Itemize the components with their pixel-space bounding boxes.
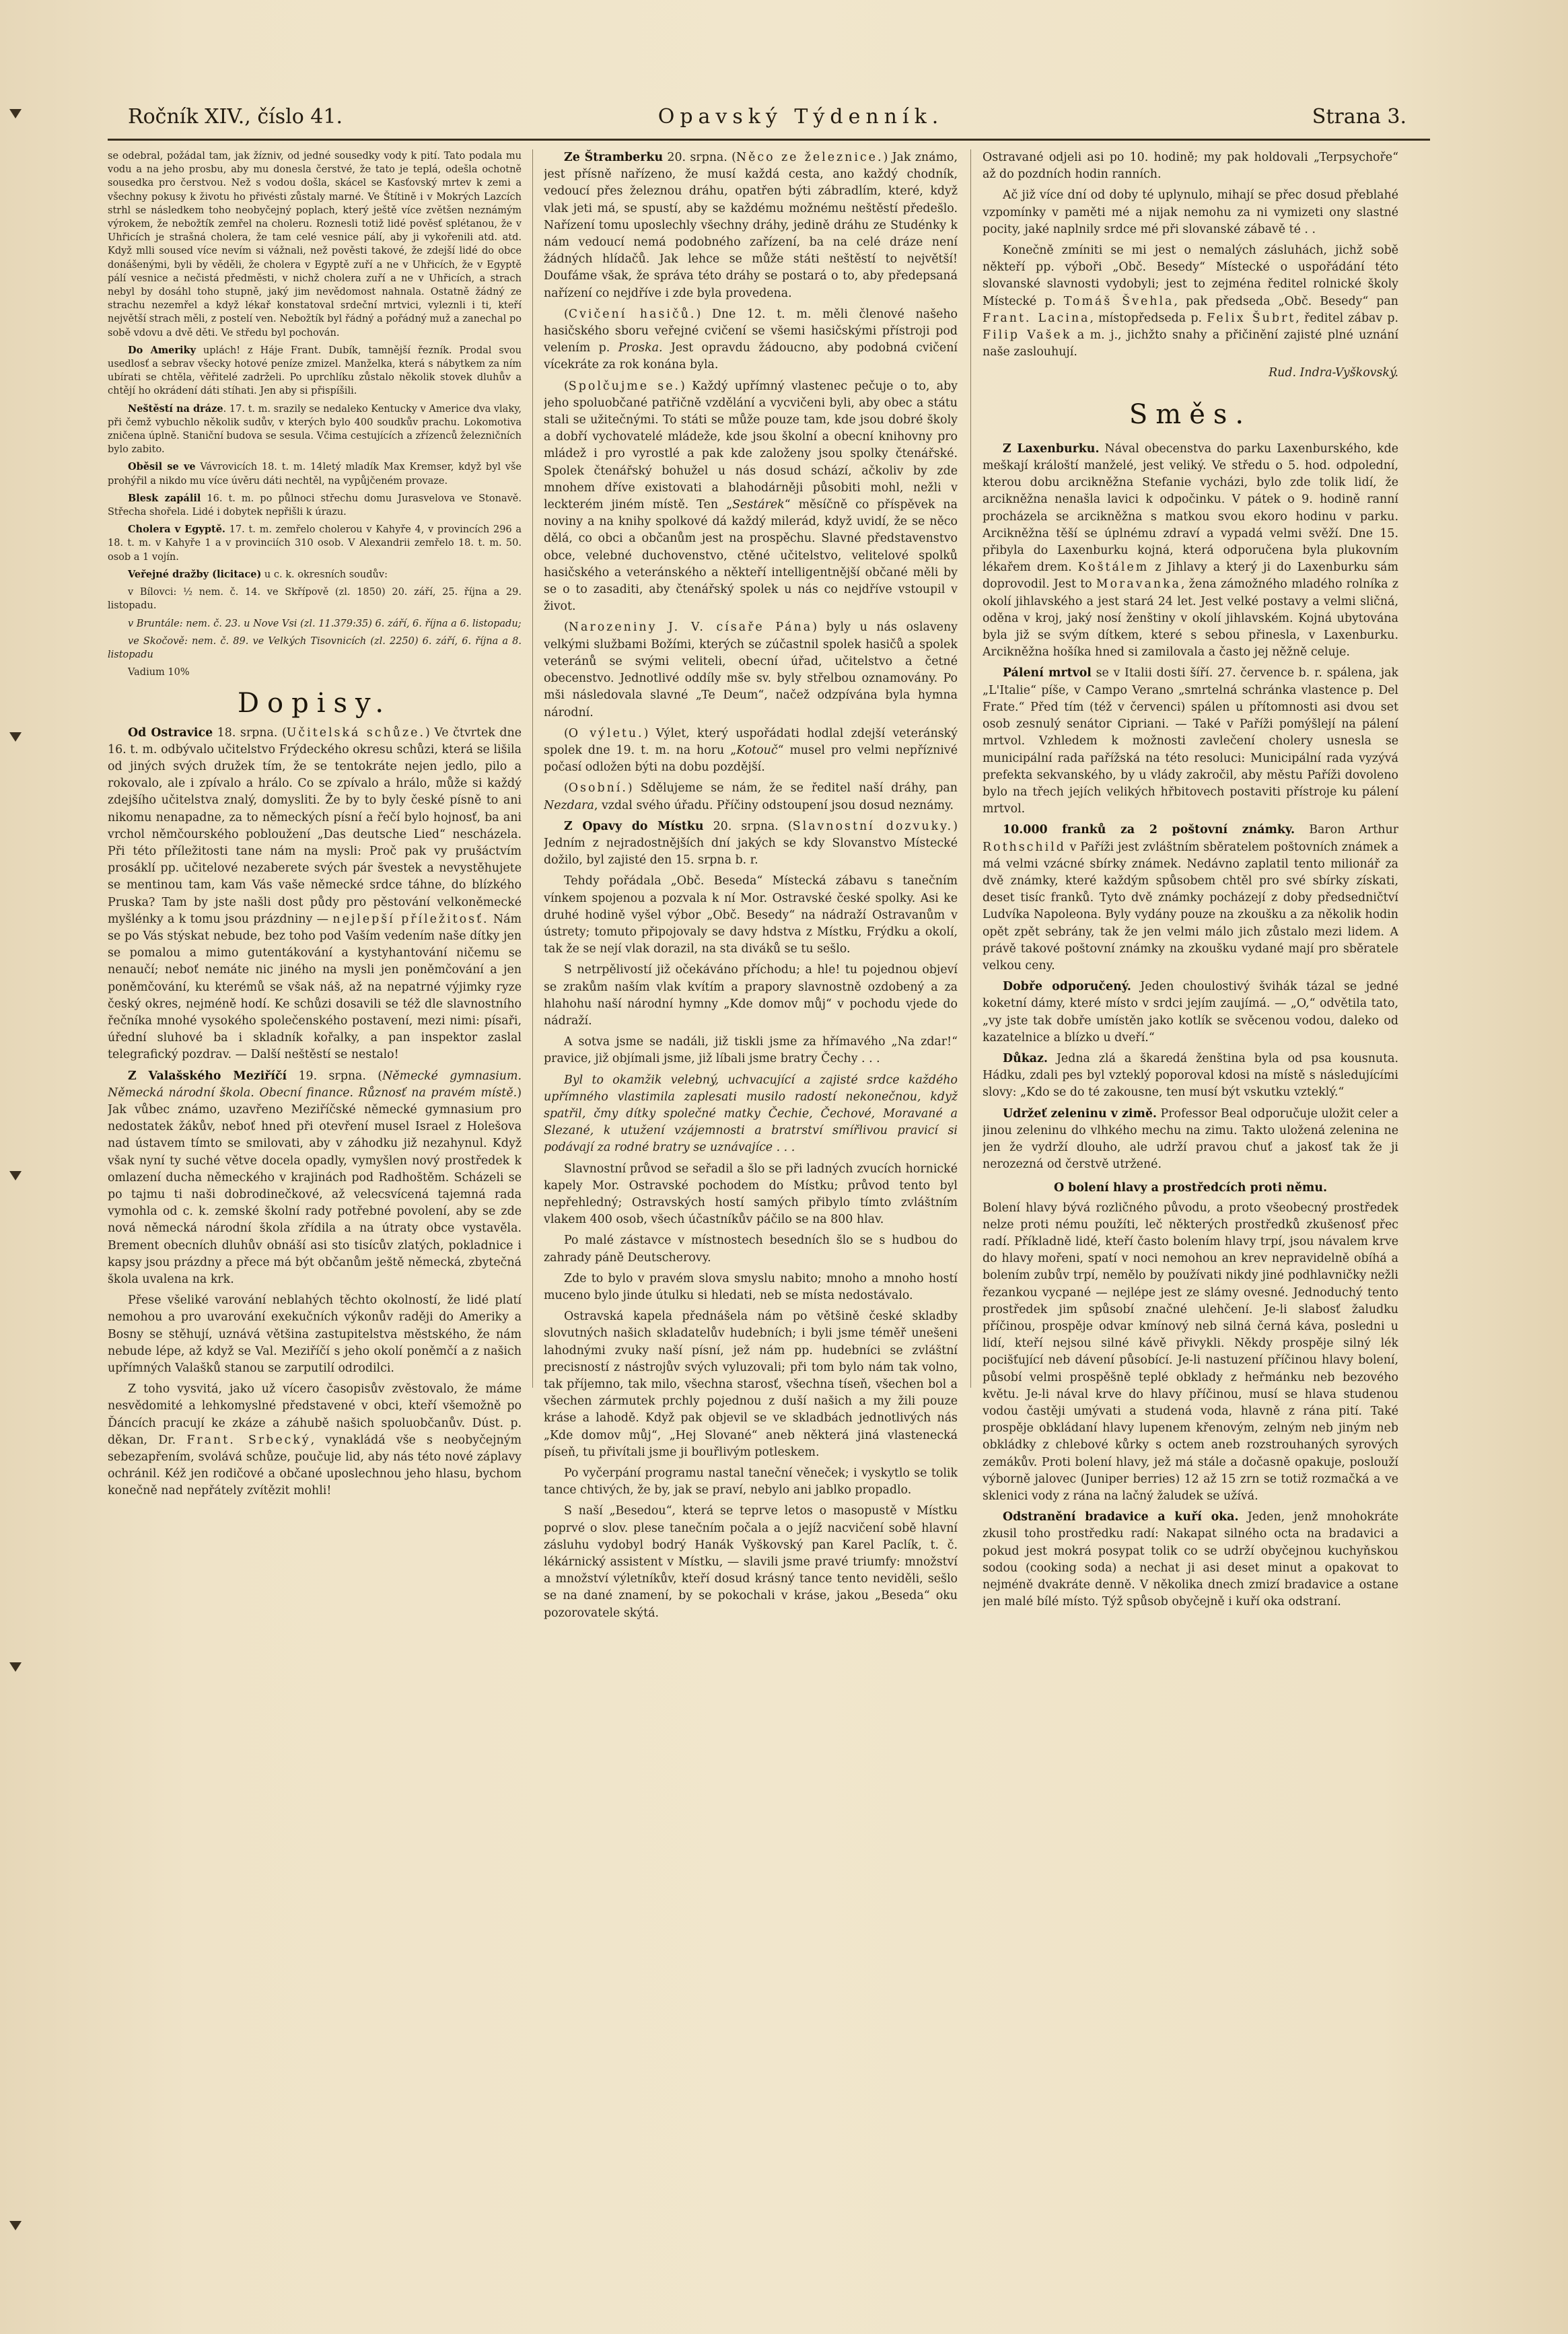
article-paragraph: [983, 665, 1398, 818]
article-title: Odstranění bradavice a kuří oka.: [1003, 1510, 1239, 1524]
text-run: Tehdy pořádala „Obč. Beseda“ Místecká zábavu s tanečním vínkem spojenou a pozvala k ní Mor. Ostravské české spolky. Asi ke druhé hodině vyšel výbor „Obč. Besedy“ na nádraží Ostravanům v ústrety; tomuto připojovaly se davy hdstva z Místku, Frýdku a okolí, tak že se nejí vlak dorazil, na sta diváků se tu sešlo.: [544, 874, 958, 956]
header-rule: [108, 139, 1430, 141]
text-run: Spolčujme se.: [568, 379, 681, 393]
text-run: Byl to okamžik velebný, uchvacující a zajisté srdce každého upřímného vlastimila zaplesati musilo radostí nekonečnou, když spatřil, čmy dítky společné matky Čechie, Čechové, Moravané a Slezané, k utužení vzájemnosti a bratrství smířlivou pravicí si podávají za rodné bratry se uznávajíce . . .: [544, 1073, 958, 1155]
text-run: Tomáš Švehla: [1063, 294, 1174, 308]
text-run: Nám se po Vás stýskat nebude, bez toho pod Vaším vedením naše dítky jen se pomalou a mimo gutentákování a kystyhantování ničemu se nenaučí; neboť nemáte nic jiného na mysli jen poněmčování a jen poněmčování, ku kterémů se však náš, až na nepatrné výjimky ryze český okres, nejméně hodí. Ke schůzi dosavili se též dle slavnostního řečníka mnohé vysokého společenského postavení, mezi nimi: písaři, úřední sluhové ba i skladník kořalky, a pan inspektor zaslal telegrafický pozdrav. — Další neštěstí se nestalo!: [108, 912, 522, 1062]
text-run: Jedna zlá a škaredá ženština byla od psa kousnuta. Hádku, zdali pes byl vzteklý poporoval kdosi na místě s následujícími slovy: „Kdo se do té zakousne, ten musí být vskutku vzteklý.“: [983, 1051, 1398, 1100]
text-run: 17. t. m. zemřelo cholerou v Kahyře 4, v provincích 296 a 18. t. m. v Kahyře 1 a v provinciích 310 osob. V Alexandrii zemřelo 18. t. m. 50. osob a 1 vojín.: [108, 524, 522, 563]
text-run: Kotouč: [736, 743, 778, 757]
article-title: Udržeť zeleninu v zimě.: [1003, 1106, 1157, 1121]
article-paragraph: [544, 780, 958, 814]
text-run: Narozeniny J. V. císaře Pána: [568, 621, 813, 635]
article-paragraph: [108, 402, 522, 457]
text-run: ) Jak známo, jest přísně nařízeno, že musí každá cesta, ano každý chodník, vedoucí přes železnou dráhu, opatřen býti zábradlím, které, když vlak jeti má, se spustí, aby se každému možnému neštěstí předešlo. Nařízení tomu uposlechly všechny dráhy, jedině dráhu ze Studénky k nám vedoucí nemá podobného zařízení, ba na celé dráze není žádných hlídačů. Jak lehce se může státi neštěstí to největší! Doufáme však, že správa této dráhy se postará o to, aby předepsaná nařízení co nejdříve i zde byla provedena.: [544, 151, 958, 300]
binding-mark-icon: [9, 1171, 22, 1180]
text-run: Baron Arthur: [1295, 823, 1398, 837]
article-title: Ze Štramberku: [564, 151, 664, 164]
column-2: [544, 149, 958, 2330]
text-run: Vadium 10%: [128, 667, 190, 678]
article-paragraph: [983, 1051, 1398, 1102]
article-paragraph: [108, 1381, 522, 1499]
section-heading: [108, 688, 522, 719]
article-paragraph: [983, 822, 1398, 975]
article-paragraph: [108, 568, 522, 581]
article-paragraph: [108, 1068, 522, 1289]
text-run: Cvičení hasičů.: [568, 307, 697, 321]
text-run: Ostravská kapela přednášela nám po většině české skladby slovutných našich skladatelův hudebních; i byli jsme téměř unešeni lahodnými zvuky naší písní, jež nám pp. hudebníci se zvláštní precisností z nástrojův svých vyluzovali; při tom bylo nám tak volno, tak příjemno, tak milo, všechna starosť, všechna tíseň, všechen bol a všechen zármutek prchly pojednou z duší našich a my žili pouze kráse a lahodě. Když pak objevil se ve skladbách jednotlivých nás „Kde domov můj“, „Hej Slované“ aneb některá jiná vlastenecká píseň, tu přivítali jsme ji bouřlivým potleskem.: [544, 1310, 958, 1459]
text-run: A sotva jsme se nadáli, již tiskli jsme za hřímavého „Na zdar!“ pravice, již objímali jsme, již líbali jsme bratry Čechy . . .: [544, 1035, 958, 1066]
article-paragraph: [544, 306, 958, 374]
text-run: ve Skočově: nem. č. 89. ve Velkých Tisovnicích (zl. 2250) 6. září, 6. října a 8. listopadu: [108, 635, 522, 660]
article-title: O bolení hlavy a prostředcích proti němu.: [1053, 1181, 1328, 1195]
article-paragraph: [544, 1072, 958, 1157]
text-run: Po malé zástavce v místnostech besedních šlo se s hudbou do zahrady páně Deutscherovy.: [544, 1234, 958, 1265]
section-heading: [983, 398, 1398, 430]
text-run: Rud. Indra-Vyškovský.: [1269, 366, 1398, 380]
text-run: ) Ve čtvrtek dne 16. t. m. odbývalo učitelstvo Frýdeckého okresu schůzi, která se lišila od jiných svých družek tím, že se tentokráte nejen jedlo, pilo a rokovalo, ale i zpívalo a hrálo. Co se zpívalo a hrálo, může si každý zdejšího učitelstva znalý, domysliti. Že by to byly české písně to ani nikomu nenapadne, za to německých písní a řečí bylo hojnosť, ba ani vrchol němčourského pobloužení „Das deutsche Lied“ nescházela. Při této příležitosti tane nám na mysli: Proč pak vy prušáctvím prosáklí pp. učitelové nezaberete svých pár švestek a nevystěhujete se mentinou tam, kam Vás vaše německé srdce táhne, do blízkého Pruska? Tam by jste našli dost půdy pro pěstování velkoněmecké myšlénky a k tomu jsou prázdniny —: [108, 726, 522, 926]
article-paragraph: [983, 1106, 1398, 1174]
text-run: Přese všeliké varování neblahých těchto okolností, že lidé platí nemohou a pro uvarování exekučních výkonův raději do Ameriky a Bosny se stěhují, uznává většina zastupitelstva městského, že nám nebude lépe, až když se Val. Meziříčí s jeho okolí poněmčí a z našich upřímných Valašků stanou se zarputilí odrodilci.: [108, 1294, 522, 1376]
text-run: O výletu.: [568, 726, 644, 740]
text-run: (: [564, 379, 569, 393]
text-run: ) Sdělujeme se nám, že se ředitel naší dráhy, pan: [627, 781, 958, 795]
article-paragraph: [544, 619, 958, 721]
text-run: Konečně zmíniti se mi jest o nemalých zásluhách, jichž sobě někteří pp. výboři „Obč. Besedy“ Místecké o uspořádání této slovanské slavnosti vydobyli; jest to zejména ředitel rolnické školy Místecké p.: [983, 244, 1398, 308]
article-paragraph: [544, 962, 958, 1030]
text-run: a m. j., jichžto snahy a přičinění zajisté plné uznání naše zaslouhují.: [983, 328, 1398, 359]
text-run: (: [564, 621, 569, 635]
article-paragraph: [544, 378, 958, 616]
page-header: [128, 100, 1406, 140]
article-paragraph: [544, 1271, 958, 1304]
text-run: Proska.: [618, 341, 663, 355]
text-run: Učitelská schůze.: [286, 726, 425, 740]
article-title: 10.000 franků za 2 poštovní známky.: [1003, 823, 1295, 837]
text-run: Bolení hlavy bývá rozličného původu, a proto všeobecný prostředek nelze proti nému použíti, leč některých prostředků zkušenosť přec radí. Příkladně lidé, kteří často bolením hlavy trpí, jsou návalem krve do hlavy mořeni, spatí v noci nemohou an krev nepravidelně obíhá a bolením zubův trpí, nemělo by používati nikdy jiné podhlavničky nežli řezankou vycpané — nejlépe jest ze slámy ovesné. Jednoduchý tento prostředek jim spůsobí značné ulehčení. Je-li slabosť žaludku příčinou, prospěje odvar kmínový neb silná černá káva, posledni u lidí, kteří nejsou silné kávě přivykli. Někdy prospěje silný lék pocišťující neb dávení působící. Je-li nastuzení příčinou hlavy bolení, působí velmi prospěšně teplé obklady z heřmánku neb bezového květu. Je-li nával krve do hlavy příčinou, musí se hlava studenou vodou častěji umývati a studená voda, hlavně z rána pití. Také prospěje obkládaní hlavy lupenem křenovým, zelným neb jiným neb obkládky z chlebové kůrky s octem aneb rozstrouhaných syrových zemákův. Proti bolení hlavy, jež má stále a dočasně opakuje, poslouží výborně jalovec (Juniper berries) 12 až 15 zrn se totiž rozmačká a ve sklenici vody z rána na lačný žaludek se užívá.: [983, 1201, 1398, 1504]
text-run: Ač již více dní od doby té uplynulo, mihají se přec dosud přeblahé vzpomínky v paměti mé a nijak nemohu za ni vymizeti ony slastné pocity, jaké naplnily srdce mé při slovanské zábavě té . .: [983, 188, 1398, 236]
binding-mark-icon: [9, 2221, 22, 2230]
article-title: Pálení mrtvol: [1003, 666, 1092, 680]
article-paragraph: [544, 726, 958, 777]
text-run: Směs.: [1129, 398, 1252, 430]
author-signature: [983, 365, 1398, 382]
column-divider: [532, 149, 533, 1388]
text-run: Něco ze železnice.: [736, 151, 884, 164]
text-run: 20. srpna. (: [703, 819, 793, 833]
article-title: Blesk zapálil: [128, 492, 201, 504]
text-run: “ musel pro velmi nepříznivé počasí odložen býti na dobu pozdější.: [544, 743, 958, 775]
article-paragraph: [544, 1308, 958, 1461]
text-run: v Bílovci: ½ nem. č. 14. ve Skřípově (zl. 1850) 20. září, 25. října a 29. listopadu.: [108, 587, 522, 612]
text-run: v Paříži jest zvláštním sběratelem poštovních známek a má velmi vzácné sbírky známek. Nedávno zaplatil tento milionář za dvě známky, které každým spůsobem chtěl pro své sbírky získati, deset tisíc franků. Tyto dvě známky pocházejí z doby předsedničtví Ludvíka Napoleona. Byly vydány pouze na zkoušku a za několik hodin opět zpět sebrány, tak že jen velmi málo jich zůstalo mezi lidem. A právě takové poštovní známky na zkoušku vydané mají pro sběratele velkou ceny.: [983, 840, 1398, 972]
text-run: Jeden choulostivý švihák tázal se jedné koketní dámy, které místo v srdci jejím zaujímá. — „O,“ odvětila tato, „vy jste tak dobře umístěn jako kotlík se svěcenou vodou, daleko od kazatelnice a blízko u dveří.“: [983, 980, 1398, 1045]
binding-mark-icon: [9, 732, 22, 742]
article-paragraph: [544, 1034, 958, 1067]
text-run: ) Jedním z nejradostnějších dní jakých se kdy Slovanstvo Místecké dožilo, byl zajisté den 15. srpna b. r.: [544, 819, 958, 868]
issue-label: Ročník XIV., číslo 41.: [128, 105, 343, 129]
text-run: S netrpělivostí již očekáváno příchodu; a hle! tu pojednou objeví se zrakům naším vlak kvítím a prapory slavnostně ozdobený a za hlahohu naší národní hymny „Kde domov můj“ v pochodu vjede do nádraží.: [544, 963, 958, 1028]
text-run: (: [564, 726, 569, 740]
column-divider: [970, 149, 971, 1388]
article-paragraph: [544, 873, 958, 958]
article-paragraph: [108, 149, 522, 340]
text-run: Slavnostní průvod se seřadil a šlo se při ladných zvucích hornické kapely Mor. Ostravské pochodem do Místku; průvod tento byl nepřehledný; Ostravských hostí samých přibylo tímto zvláštním vlakem 400 osob, všech účastníkův páčilo se na 800 hlav.: [544, 1162, 958, 1227]
text-run: (: [564, 781, 569, 795]
text-run: Zde to bylo v pravém slova smyslu nabito; mnoho a mnoho hostí muceno bylo jinde útulku si hledati, neb se místa nedostávalo.: [544, 1271, 958, 1302]
article-paragraph: [108, 523, 522, 564]
text-run: Jest opravdu žádoucno, aby podobná cvičení vícekráte za rok konána byla.: [544, 341, 958, 372]
article-paragraph: [108, 617, 522, 631]
text-run: z Jihlavy a který ji do Laxenburku sám doprovodil. Jest to: [983, 561, 1398, 592]
text-run: 18. srpna. (: [213, 726, 287, 740]
text-run: , místopředseda p.: [1090, 311, 1207, 325]
article-paragraph: [983, 187, 1398, 238]
column-1: [108, 149, 522, 2330]
text-run: Z toho vysvitá, jako už vícero časopisův zvěstovalo, že máme nesvědomité a lehkomyslné představené v obci, kteří všemožně po Ďáncích pracují ke zkáze a záhubě našich spoluobčanův. Dúst. p. děkan, Dr.: [108, 1382, 522, 1447]
article-title: Z Laxenburku.: [1003, 441, 1100, 456]
text-run: Ostravané odjeli asi po 10. hodině; my pak holdovali „Terpsychoře“ až do pozdních hodin ranních.: [983, 151, 1398, 182]
article-title: Z Valašského Meziříčí: [128, 1069, 287, 1083]
text-run: Jeden, jenž mnohokráte zkusil toho prostředku radí: Nakapat silného octa na bradavici a pokud jest mokrá posypat tolik co se udrží obyčejnou kuchyňskou sodou (cooking soda) a nechat ji asi deset minut a opakovat to nejméně dvakráte denně. V několika dnech zmizí bradavice a ostane jen malé bílé místo. Týž spůsob obyčejně i kuří oka odstraní.: [983, 1510, 1398, 1609]
text-run: Frant. Lacina: [983, 311, 1090, 325]
text-run: 19. srpna. (: [287, 1069, 383, 1083]
text-run: Nezdara: [544, 798, 594, 812]
text-run: (: [564, 307, 569, 321]
article-title: Z Opavy do Místku: [564, 819, 704, 833]
text-run: ) Jak vůbec známo, uzavřeno Meziříčské německé gymnasium pro nedostatek žákův, neboť hned při otevření musel Israel z Holešova nad ústavem tímto se smilovati, aby v záhodku již nezahynul. Když však nyní ty suché větve docela opadly, vymyšlen nový prostředek k omlazení ducha německého v krajinách pod Radhoštěm. Scházeli se po tajmu ti naši dobrodinečkové, až velecsvícená tajemná rada vymohla od c. k. zemské školní rady potřebné povolení, aby se zde nová německá národní škola zřídila a na útraty obce vystavěla. Brement obecních dluhův obnáší asi sto tisícův zlatých, pokladnice i kapsy jsou prázdny a přece má být občanům ještě německá, zbytečná škola uvalena na krk.: [108, 1086, 522, 1287]
text-run: ) Dne 12. t. m. měli členové našeho hasičského sboru veřejné cvičení se všemi hasičskými přístroji pod velením p.: [544, 307, 958, 355]
article-paragraph: [983, 242, 1398, 361]
text-run: nejlepší příležitosť.: [332, 912, 489, 926]
text-run: , žena zámožného mladého rolníka z okolí jihlavského a jest stará 24 let. Jest velké postavy a velmi sličná, oděna v kroj, jaký nosí ženštiny v okolí jihlavském. Kojná ubytována byla již se svým dítkem, které s sebou přinesla, v Laxenburku. Arcikněžna hošíka hned si zamilovala a často jej něžně celuje.: [983, 577, 1398, 660]
article-title: Důkaz.: [1003, 1051, 1048, 1065]
text-run: Rothschild: [983, 840, 1066, 854]
article-paragraph: [108, 725, 522, 1064]
text-run: Frant. Srbecký: [186, 1433, 311, 1447]
article-title: Veřejné dražby (licitace): [128, 568, 262, 580]
text-run: . 17. t. m. srazily se nedaleko Kentucky v Americe dva vlaky, při čemž vybuchlo několik sudův, v kterých bylo 400 soudkův prachu. Lokomotiva zničena úplně. Staniční budova se sesula. Včima cestujících a zřízenců železničních bylo zabito.: [108, 403, 522, 456]
text-run: Německé gymnasium. Německá národní škola. Obecní finance. Různosť na pravém místě.: [108, 1069, 522, 1100]
text-run: Felix Šubrt: [1207, 311, 1296, 325]
article-paragraph: [108, 492, 522, 519]
newspaper-title: Opavský Týdenník.: [657, 105, 944, 129]
article-paragraph: [108, 666, 522, 679]
column-3: [983, 149, 1398, 2330]
article-paragraph: [544, 1161, 958, 1229]
text-run: Po vyčerpání programu nastal taneční věneček; i vyskytlo se tolik tance chtivých, že by, jak se praví, nebylo ani jablko propadlo.: [544, 1466, 958, 1497]
text-run: Slavnostní dozvuky.: [792, 819, 954, 833]
text-run: , ředitel zábav p.: [1295, 311, 1398, 325]
page-number: Strana 3.: [1312, 105, 1406, 129]
text-run: ) Výlet, který uspořádati hodlal zdejší veteránský spolek dne 19. t. m. na horu „: [544, 726, 958, 757]
article-paragraph: [983, 1509, 1398, 1611]
article-paragraph: [544, 1232, 958, 1266]
article-paragraph: [108, 344, 522, 398]
article-title: Cholera v Egyptě.: [128, 524, 225, 536]
binding-mark-icon: [9, 109, 22, 118]
text-run: , vynakládá vše s neobyčejným sebezapřením, svolává schůze, poučuje lid, aby nás této nové záplavy ochránil. Kéž jen rodičové a občané uposlechnou jeho hlasu, bychom konečně nad nepřátely zvítězit mohli!: [108, 1433, 522, 1498]
article-paragraph: [544, 1503, 958, 1621]
text-run: Professor Beal odporučuje uložit celer a jinou zeleninu do vlhkého mechu na zimu. Takto uložená zelenina ne jen že vydrží dlouho, ale udrží pravou chuť a jakosť tak že ji nerozezná od čerstvě utržené.: [983, 1106, 1398, 1172]
article-paragraph: [983, 149, 1398, 183]
article-paragraph: [983, 979, 1398, 1047]
text-run: se odebral, požádal tam, jak žízniv, od jedné sousedky vody k pití. Tato podala mu vodu a na jeho prosbu, aby mu donesla čerstvé, že tato je teplá, odešla ochotně sousedka pro čerstvou. Než s vodou došla, skácel se Kasťovský mrtev k zemi a všechny pokusy k životu ho přivésti zůstaly marné. Ve Štítině i v Mokrých Lazcích strhl se následkem toho neobyčejný poplach, který ještě více zvětšen neznámým výrokem, že nebožtík zemřel na choleru. Roznesli totiž lidé pověsť splétanou, že v Uhřicích je strašná cholera, že tam celé vesnice pálí, aby ji vykořenili atd. atd. Když mlli soused více nevím si vážnali, než pověsti takové, že zdejší lidé do obce donášenými, byli by věděli, že cholera v Egyptě zuří a ne v Uhřicích, že v Egyptě pálí vesnice a nečistá předměsti, v nichž cholera zuří a ne v Uhřicích, a strach nebyl by dosáhl toho stupně, jaký jim nevědomost nahnala. Ostatně žádný ze strachu nezemřel a když lékař konstatoval srdeční mrtvici, vyleznli i ti, kteří největší strach měli, z postelí ven. Nebožtík byl řádný a pořádný muž a zanechal po sobě vdovu a dvě děti. Ve středu byl pochován.: [108, 151, 522, 339]
article-paragraph: [108, 1292, 522, 1377]
text-run: uplách! z Háje Frant. Dubík, tamnější řezník. Prodal svou usedlosť a sebrav všecky hotové peníze zmizel. Manželka, která s nábytkem za ním ubírati se chtěla, věřitelé zadrželi. Po uprchlíku zůstalo několik stovek dluhův a chtějí ho okrádení dáti stíhati. Jen aby si přispíšili.: [108, 345, 522, 397]
text-run: Filip Vašek: [983, 328, 1072, 343]
text-run: Sestárek: [732, 498, 785, 512]
article-title: Od Ostravice: [128, 726, 213, 740]
text-run: Koštálem: [1077, 561, 1149, 575]
article-paragraph: [544, 818, 958, 870]
text-run: Dopisy.: [237, 688, 392, 719]
article-title: Do Ameriky: [128, 344, 197, 356]
article-paragraph: [108, 460, 522, 487]
text-run: Osobní.: [568, 781, 628, 795]
text-run: 20. srpna. (: [663, 151, 736, 164]
text-run: , vzdal svého úřadu. Příčiny odstoupení jsou dosud neznámy.: [594, 798, 954, 812]
article-paragraph: [983, 441, 1398, 662]
text-run: S naší „Besedou“, která se teprve letos o masopustě v Místku poprvé o slov. plese tanečním počala a o jejíž nacvičení sobě hlavní zásluhu vydobyl bodrý Hanák Vyškovský pan Karel Paclík, t. č. lékárnický assistent v Místku, — slavili jsme pravé triumfy: množství a množství výletníkův, kteří dosud krásný tance tento neviděli, sešlo se na dané znamení, by se pokochali v kráse, jakou „Beseda“ oku pozorovatele skýtá.: [544, 1504, 958, 1620]
article-title: Oběsil se ve: [128, 461, 196, 473]
article-paragraph: [544, 149, 958, 302]
text-run: Moravanka: [1096, 577, 1182, 592]
article-title: Dobře odporučený.: [1003, 980, 1131, 994]
article-paragraph: [983, 1200, 1398, 1506]
text-run: 16. t. m. po půlnoci střechu domu Jurasvelova ve Stonavě. Střecha shořela. Lidé i dobytek nepřišli k úrazu.: [108, 493, 522, 518]
text-run: se v Italii dosti šíří. 27. července b. r. spálena, jak „L'Italie“ píše, v Campo Verano „smrtelná schránka vlastence p. Del Frate.“ Před tím (též v červenci) spálen u přítomnosti asi dvou set osob zesnulý senátor Cipriani. — Také v Paříži pomýšlejí na pálení mrtvol. Vzhledem k možnosti zavlečení cholery usnesla se municipální rada pařížská na této resoluci: Municipální rada vyzývá prefekta sekvanského, by u vlády zakročil, aby městu Paříži dovoleno bylo na třech jejích velikých hřbitovech postaviti přístroje ku pálení mrtvol.: [983, 666, 1398, 816]
article-title: Neštěstí na dráze: [128, 402, 223, 415]
binding-mark-icon: [9, 1662, 22, 1672]
text-run: , pak předseda „Obč. Besedy“ pan: [1174, 294, 1398, 308]
article-paragraph: [108, 586, 522, 612]
text-run: ) Každý upřímný vlastenec pečuje o to, aby jeho spoluobčané patřičně vzdělání a vycvičeni byli, aby obec a státu stali se užitečnými. To státi se může pouze tam, kde jsou dobré školy a dobří vychovatelé mládeže, kde jsou školní a obecní knihovny pro mládež i pro vyrostlé a pak kde založeny jsou spolky čtenářské. Spolek čtenářský bohužel u nás dosud schází, ačkoliv by zde mnohem dříve existovati a blahodárněji působiti mohl, nežli v leckterém jiném místě. Ten „: [544, 379, 958, 512]
text-run: Nával obecenstva do parku Laxenburského, kde meškají králoští manželé, jest veliký. Ve středu o 5. hod. odpolední, kterou dobu arcikněžna Stefanie vycházi, bylo zde tolik lidí, že arcikněžna nenašla lavici k odpočinku. V pátek o 9. hodině ranní procházela se arcikněžna s matkou svou ekoro hodinu v parku. Arcikněžna těší se úplnému zdraví a vypadá velmi svěží. Dne 15. přibyla do Laxenburku kojná, která odporučena byla plukovním lékařem drem.: [983, 441, 1398, 575]
text-run: u c. k. okresních soudův:: [261, 569, 388, 580]
article-paragraph: [544, 1465, 958, 1499]
text-run: v Bruntále: nem. č. 23. u Nove Vsi (zl. 11.379:35) 6. září, 6. října a 6. listopadu;: [128, 618, 522, 629]
text-run: ) byly u nás oslaveny velkými službami Božími, kterých se zúčastnil spolek hasičů a spolek veteránů se svými veliteli, obecní úřad, učitelstvo a četné obecenstvo. Jednotlivé oddíly mše sv. byly střelbou oznamovány. Po mši následovala slavné „Te Deum“, načež odzpívána byla hymna národní.: [544, 621, 958, 719]
article-heading: [983, 1180, 1398, 1197]
text-run: “ měsíčně co příspěvek na noviny a na knihy spolkové dá každý milerád, když uvidí, že se něco dělá, co obci a občanům jest na prospěchu. Slavné představenstvo obce, velebné duchovenstvo, ctěné učitelstvo, velitelové spolků hasičského a veteránského a někteří intelligentnější občané měli by se o to zasaditi, aby čtenářský spolek u nás co nejdříve vstoupil v život.: [544, 498, 958, 614]
article-paragraph: [108, 635, 522, 662]
text-run: Vávrovicích 18. t. m. 14letý mladík Max Kremser, když byl vše prohýřil a nikdo mu více úvěru dáti nechtěl, na vypůjčeném provaze.: [108, 462, 522, 487]
